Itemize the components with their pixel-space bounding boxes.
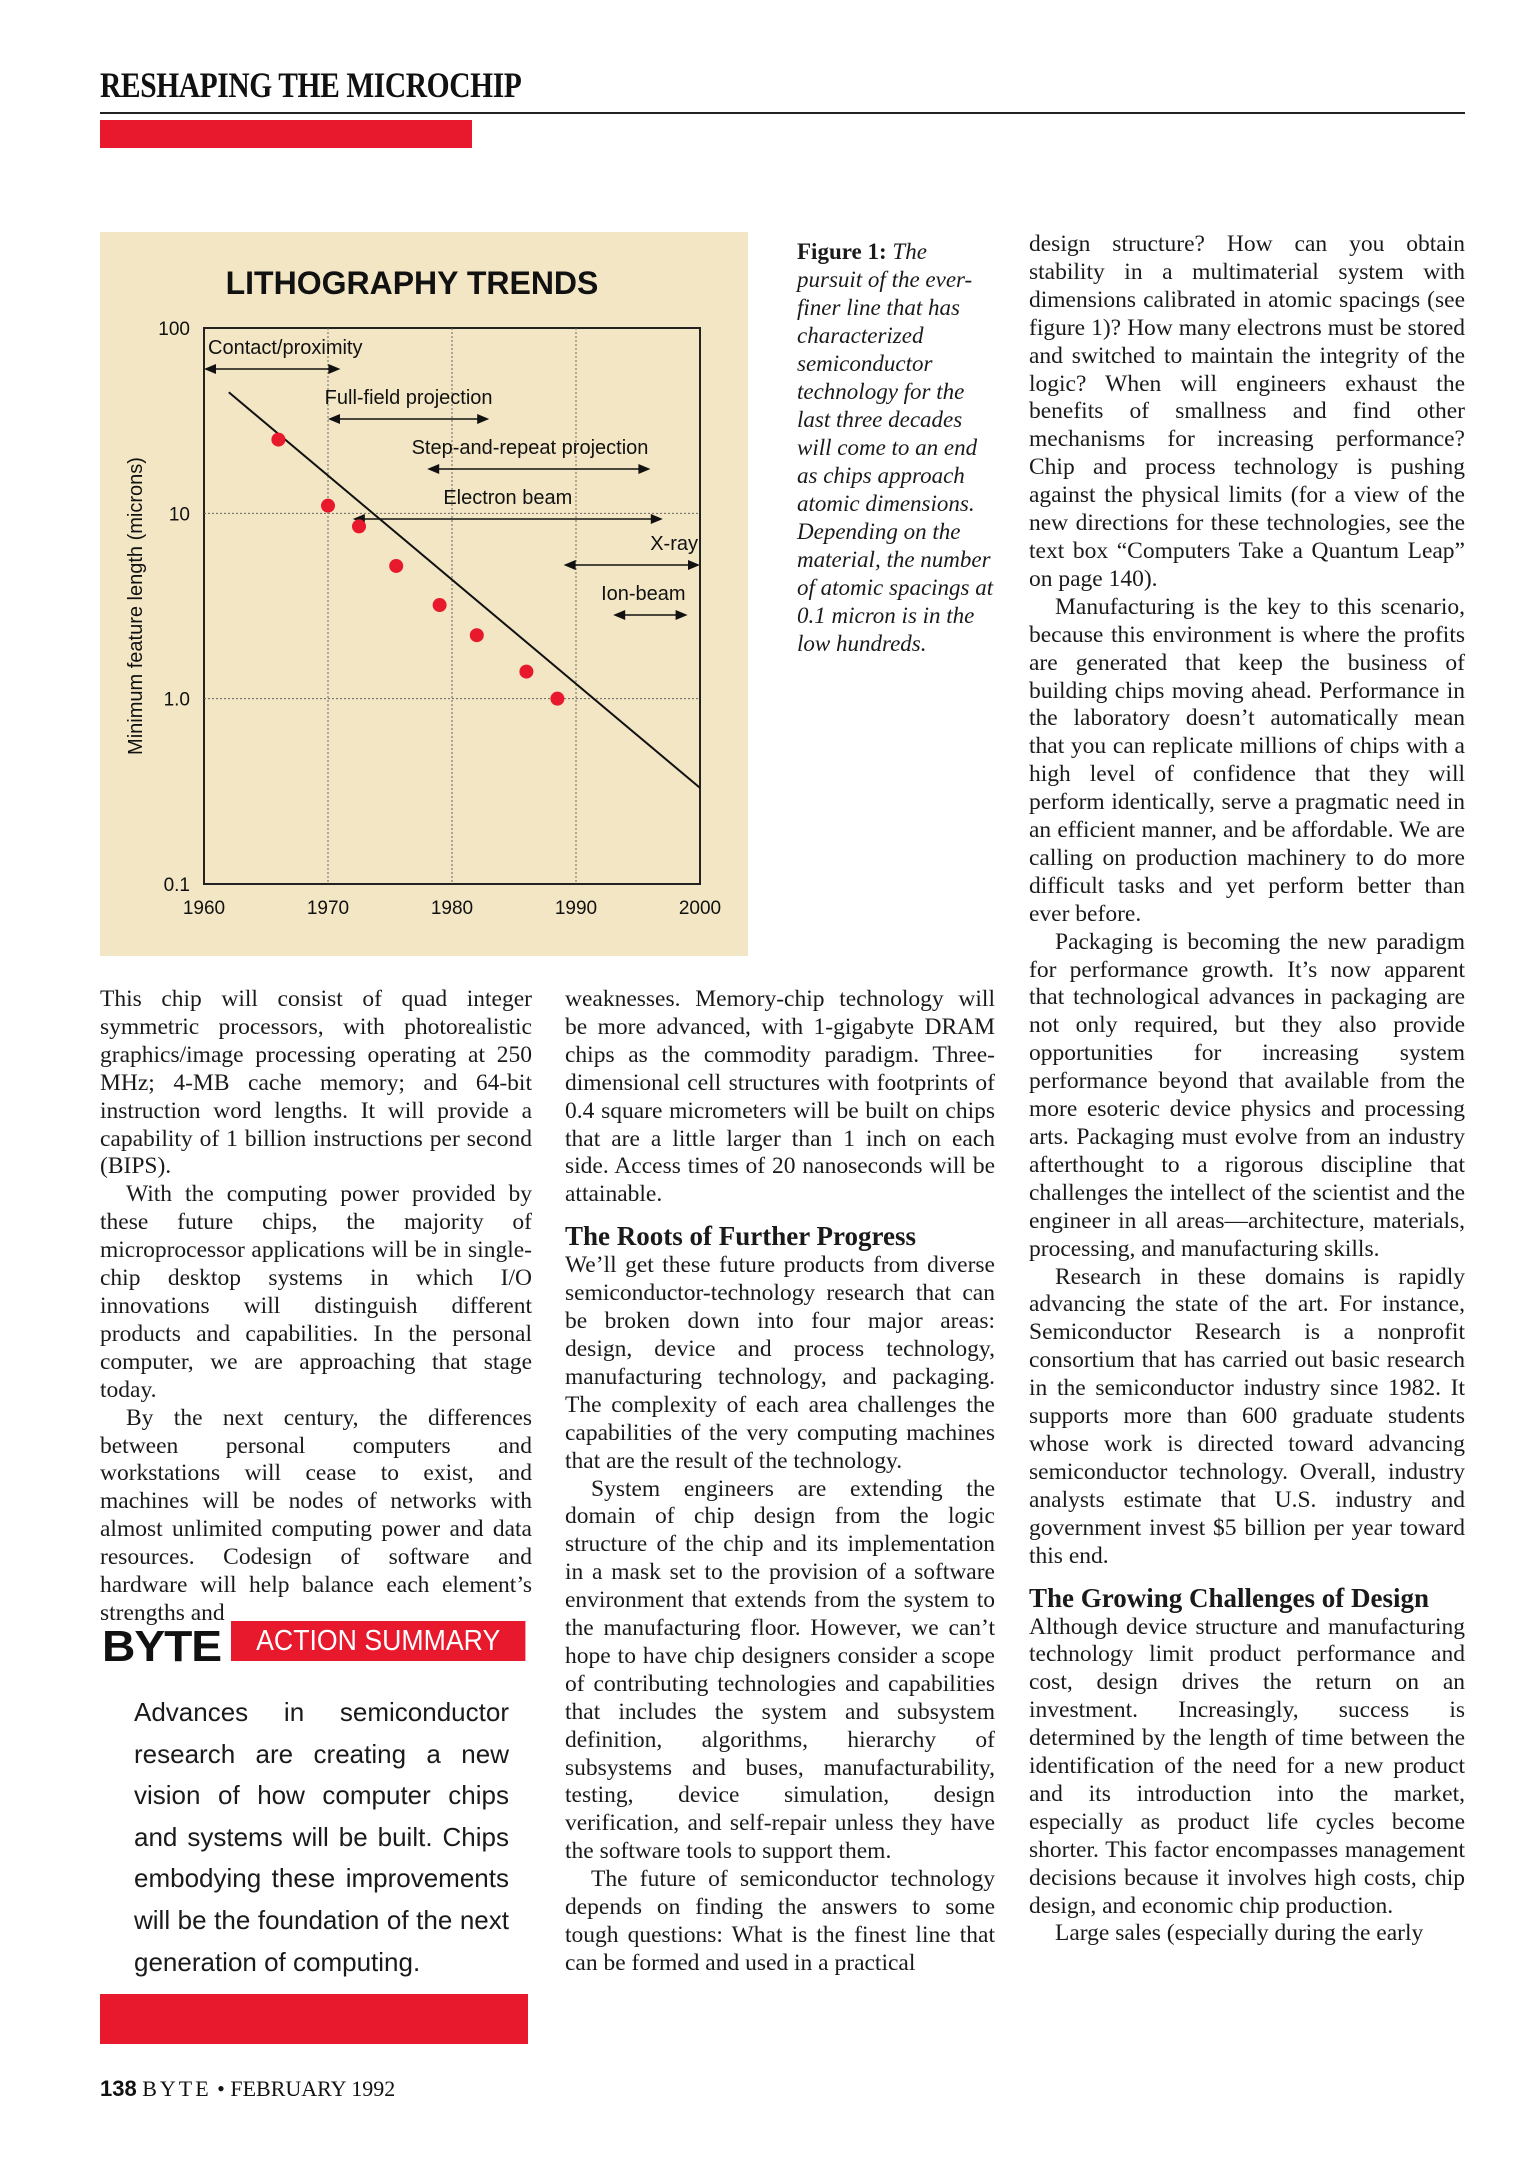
- article-column-1: [100, 986, 532, 1628]
- range-label: Full-field projection: [324, 387, 493, 409]
- data-point: [470, 628, 484, 642]
- data-point: [352, 519, 366, 533]
- x-tick-label: 1970: [306, 898, 350, 919]
- range-arrow-head-left: [564, 560, 576, 570]
- x-tick-label: 1980: [430, 898, 474, 919]
- y-tick-label: 100: [158, 319, 190, 340]
- range-arrow-head-left: [204, 364, 216, 374]
- data-points: [271, 433, 564, 706]
- range-arrow-head-left: [427, 464, 439, 474]
- page-number: 138: [100, 2076, 137, 2101]
- action-summary-bar: [100, 1994, 528, 2044]
- data-point: [433, 598, 447, 612]
- article-column-3: [1029, 231, 1465, 1948]
- issue-date: FEBRUARY 1992: [230, 2076, 396, 2101]
- paragraph: design structure? How can you obtain stability in a multimaterial system with dimensions calibrated in atomic spacings (see figure 1)? How many electrons must be stored and switched to maintain the integrity of the logic? When will engineers exhaust the benefits of smallness and find other mechanisms for increasing performance? Chip and process technology is pushing against the physical limits (for a view of the new directions for these technologies, see the text box “Computers Take a Quantum Leap” on page 140).: [1029, 231, 1465, 592]
- paragraph: Although device structure and manufacturing technology limit product performance and cost, design drives the return on an investment. Increasingly, success is determined by the length of time between the identification of the need for a new product and its introduction into the market, especially as product life cycles become shorter. This factor encompasses management decisions because it involves high costs, chip design, and economic chip production.: [1029, 1613, 1465, 1919]
- range-arrow-head-right: [328, 364, 340, 374]
- range-label: Ion-beam: [601, 583, 686, 605]
- range-arrow-head-right: [651, 514, 663, 524]
- range-label: Step-and-repeat projection: [411, 437, 649, 459]
- data-point: [550, 692, 564, 706]
- x-tick-labels: [183, 898, 721, 919]
- range-arrow-head-right: [676, 610, 688, 620]
- y-tick-label: 0.1: [163, 875, 190, 896]
- action-summary-text: Advances in semiconductor research are creating a new vision of how computer chips and systems will be built. Chips embodying these improvements will be the foundation of the next generation of computing.: [134, 1697, 509, 1977]
- section-heading: The Growing Challenges of Design: [1029, 1582, 1430, 1613]
- figure-caption-label: Figure 1:: [797, 239, 887, 264]
- paragraph: This chip will consist of quad integer symmetric processors, with photorealistic graphics/image processing operating at 250 MHz; 4-MB cache memory; and 64-bit instruction word lengths. It will provide a capability of 1 billion instructions per second (BIPS).: [100, 986, 532, 1180]
- range-arrow-head-left: [328, 414, 340, 424]
- byte-logo: BYTE: [102, 1622, 222, 1671]
- gridlines: [204, 328, 700, 884]
- data-point: [271, 433, 285, 447]
- y-tick-label: 10: [168, 504, 190, 526]
- range-label: Electron beam: [443, 487, 573, 509]
- paragraph: Manufacturing is the key to this scenario, because this environment is where the profits are generated that keep the business of building chips moving ahead. Performance in the laboratory doesn’t automatically mean that you can replicate millions of chips with a high level of confidence that they will perform identically, serve a pragmatic need in an efficient manner, and be affordable. We are calling on production machinery to do more difficult tasks and yet perform better than ever before.: [1029, 593, 1465, 927]
- paragraph: Large sales (especially during the early: [1055, 1920, 1424, 1947]
- chart-title: LITHOGRAPHY TRENDS: [225, 265, 599, 301]
- range-label: Contact/proximity: [208, 337, 363, 359]
- paragraph: With the computing power provided by these future chips, the majority of microprocessor applications will be in single-chip desktop systems in which I/O innovations will distinguish different products and capabilities. In the personal computer, we are approaching that stage today.: [100, 1181, 532, 1403]
- page-footer: [100, 2076, 395, 2102]
- action-summary-label: ACTION SUMMARY: [231, 1621, 525, 1661]
- range-arrow-head-right: [477, 414, 489, 424]
- paragraph: We’ll get these future products from diverse semiconductor-technology research that can be broken down into four major areas: design, device and process technology, manufacturing technology, and packaging. The complexity of each area challenges the capabilities of the very computing machines that are the result of the technology.: [565, 1252, 995, 1474]
- section-heading: The Roots of Further Progress: [565, 1221, 916, 1252]
- y-tick-label: 1.0: [163, 689, 190, 711]
- figure-lithography-trends: [100, 232, 748, 956]
- x-tick-label: 1990: [554, 898, 598, 919]
- footer-separator: •: [217, 2076, 225, 2101]
- range-arrow-head-right: [688, 560, 700, 570]
- y-tick-labels: [158, 319, 190, 896]
- data-point: [519, 665, 533, 679]
- range-arrow-head-right: [638, 464, 650, 474]
- chart-svg: [100, 232, 748, 956]
- paragraph: Research in these domains is rapidly advancing the state of the art. For instance, Semiconductor Research is a nonprofit consortium that has carried out basic research in the semiconductor industry since 1982. It supports more than 600 graduate students whose work is directed toward advancing semiconductor technology. Overall, industry analysts estimate that U.S. industry and government invest $5 billion per year toward this end.: [1029, 1263, 1465, 1569]
- data-point: [321, 499, 335, 513]
- header-rule: [100, 112, 1465, 114]
- figure-caption: [797, 238, 997, 658]
- data-point: [389, 559, 403, 573]
- paragraph: The future of semiconductor technology depends on finding the answers to some tough questions: What is the finest line that can be formed and used in a practical: [565, 1866, 995, 1976]
- x-tick-label: 2000: [678, 898, 722, 919]
- paragraph: weaknesses. Memory-chip technology will be more advanced, with 1-gigabyte DRAM chips as the commodity paradigm. Three-dimensional cell structures with footprints of 0.4 square micrometers will be built on chips that are a little larger than 1 inch on each side. Access times of 20 nanoseconds will be attainable.: [565, 986, 995, 1208]
- range-label: X-ray: [650, 533, 698, 555]
- running-header: RESHAPING THE MICROCHIP: [100, 65, 522, 105]
- paragraph: By the next century, the differences between personal computers and workstations will cease to exist, and machines will be nodes of networks with almost unlimited computing power and data resources. Codesign of software and hardware will help balance each element’s strengths and: [100, 1404, 532, 1626]
- x-tick-label: 1960: [182, 898, 226, 919]
- header-accent-bar: [100, 120, 472, 148]
- figure-caption-text: The pursuit of the ever-finer line that has characterized semiconductor technology for the last three decades will come to an end as chips approach atomic dimensions. Depending on the material, the number of atomic spacings at 0.1 micron is in the low hundreds.: [797, 239, 994, 656]
- paragraph: Packaging is becoming the new paradigm for performance growth. It’s now apparent that technological advances in packaging are not only required, but they also provide opportunities for increasing system performance beyond that available from the more esoteric device physics and processing arts. Packaging must evolve from an industry afterthought to a rigorous discipline that challenges the intellect of the scientist and the engineer in all areas—architecture, materials, processing, and manufacturing skills.: [1029, 928, 1465, 1262]
- paragraph: System engineers are extending the domain of chip design from the logic structure of the chip and its implementation in a mask set to the provision of a software environment that extends from the system to the manufacturing floor. However, we can’t hope to have chip designers consider a scope of contributing technologies and capabilities that includes the system and subsystem definition, algorithms, hierarchy of subsystems and buses, manufacturability, testing, device simulation, design verification, and self-repair unless they have the software tools to support them.: [565, 1475, 995, 1865]
- article-column-2: [565, 986, 995, 1978]
- range-arrow-head-left: [613, 610, 625, 620]
- magazine-name: BYTE: [142, 2076, 212, 2101]
- y-axis-label: Minimum feature length (microns): [125, 457, 147, 755]
